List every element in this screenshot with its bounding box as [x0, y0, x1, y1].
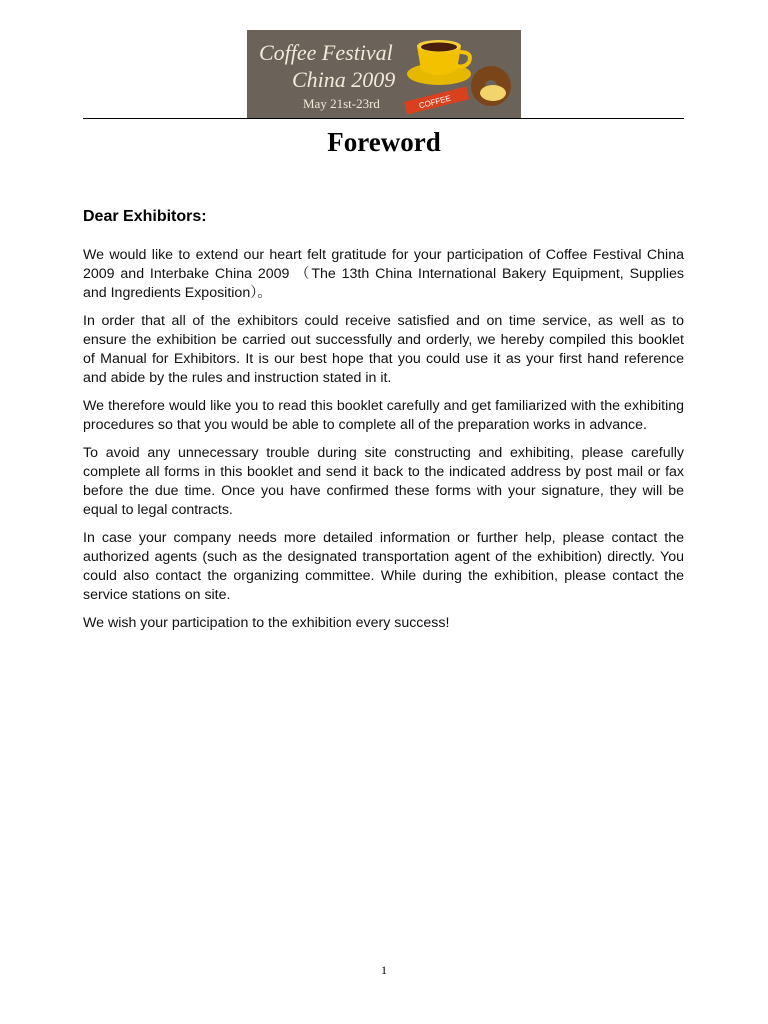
event-banner — [247, 30, 521, 118]
paragraph: We wish your participation to the exhibition every success! — [83, 615, 450, 631]
banner-title-line1: Coffee Festival — [259, 40, 393, 65]
paragraph: We would like to extend our heart felt gratitude for your participation of Coffee Festival China 2009 and Interbake China 2009 （The 13th China International Bakery Equipment, Supplies and Ingredients Exposition）。 — [83, 247, 684, 301]
paragraph: In case your company needs more detailed information or further help, please contact the authorized agents (such as the designated transportation agent of the exhibition) directly. You could also contact the organizing committee. While during the exhibition, please contact the service stations on site. — [83, 530, 684, 603]
paragraph: To avoid any unnecessary trouble during site constructing and exhibiting, please carefully complete all forms in this booklet and send it back to the indicated address by post mail or fax before the due time. Once you have confirmed these forms with your signature, they will be equal to legal contracts. — [83, 445, 684, 518]
coffee-cup-illustration — [397, 30, 521, 118]
banner-title-line2: China 2009 — [292, 67, 396, 92]
paragraph: We therefore would like you to read this booklet carefully and get familiarized with the exhibiting procedures so that you would be able to complete all of the preparation works in advance. — [83, 398, 684, 433]
page-title: Foreword — [327, 127, 441, 157]
salutation: Dear Exhibitors: — [83, 208, 207, 225]
banner-dates: May 21st-23rd — [303, 96, 380, 111]
foreword-body — [83, 246, 684, 642]
header-divider — [83, 118, 684, 119]
paragraph: In order that all of the exhibitors could receive satisfied and on time service, as well as to ensure the exhibition be carried out successfully and orderly, we hereby compiled this booklet of Manual for Exhibitors. It is our best hope that you could use it as your first hand reference and abide by the rules and instruction stated in it. — [83, 313, 684, 386]
page-number: 1 — [381, 963, 387, 977]
packet-label: COFFEE — [418, 93, 452, 111]
